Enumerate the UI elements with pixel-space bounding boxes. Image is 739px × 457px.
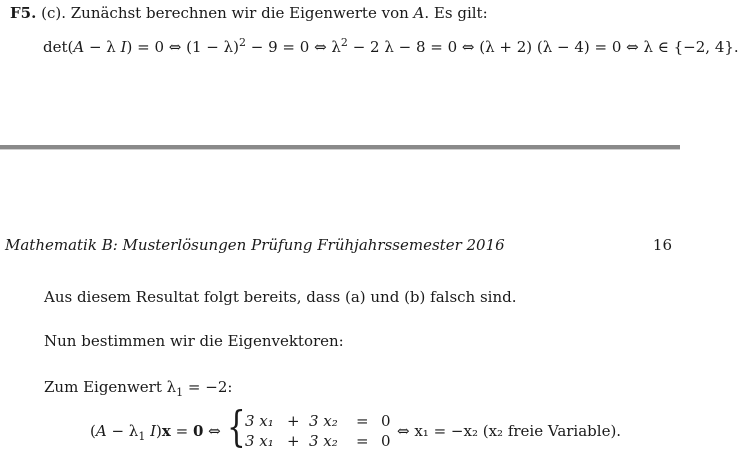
lhs-x: x bbox=[161, 422, 171, 440]
eigenvalue-label: Zum Eigenwert λ bbox=[44, 378, 177, 396]
det-I: I bbox=[120, 38, 127, 56]
lhs-minus: − λ bbox=[106, 422, 139, 440]
problem-text-b: . Es gilt: bbox=[424, 4, 488, 22]
lhs-I: I bbox=[145, 422, 157, 440]
matrix-symbol: A bbox=[413, 4, 425, 22]
det-open: det( bbox=[43, 38, 74, 56]
problem-text-a: Zunächst berechnen wir die Eigenwerte von bbox=[65, 4, 414, 22]
det-rest3: − 2 λ − 8 = 0 ⇔ (λ + 2) (λ − 4) = 0 ⇔ λ ∈ {−2, 4}. bbox=[347, 38, 739, 56]
problem-label: F5. bbox=[10, 4, 37, 22]
row2-op: + bbox=[287, 432, 300, 450]
eigenvalue-value: = −2: bbox=[183, 378, 233, 396]
row1-a: 3 x₁ bbox=[245, 412, 274, 430]
problem-part: (c). bbox=[41, 4, 66, 22]
det-rest: ) = 0 ⇔ (1 − λ) bbox=[126, 38, 239, 56]
row2-b: 3 x₂ bbox=[309, 432, 338, 450]
row2-eq: = bbox=[356, 432, 369, 450]
lhs-zero: 0 bbox=[192, 422, 204, 440]
exponent-2: 2 bbox=[239, 36, 246, 49]
characteristic-equation bbox=[43, 38, 739, 56]
lhs-iff: ⇔ bbox=[203, 422, 221, 440]
lhs-close: ) bbox=[156, 422, 162, 440]
det-rest2: − 9 = 0 ⇔ λ bbox=[246, 38, 341, 56]
row2-c: 0 bbox=[381, 432, 391, 450]
row1-eq: = bbox=[356, 412, 369, 430]
det-A: A bbox=[73, 38, 85, 56]
left-brace: { bbox=[227, 402, 246, 451]
exponent-2b: 2 bbox=[340, 36, 348, 49]
lhs-sub: 1 bbox=[138, 430, 146, 443]
problem-statement bbox=[10, 4, 488, 22]
lhs-eq: = bbox=[170, 422, 193, 440]
row1-op: + bbox=[287, 412, 300, 430]
page-number: 16 bbox=[652, 236, 672, 254]
lhs-open: ( bbox=[90, 422, 96, 440]
system-lhs bbox=[90, 422, 221, 443]
paragraph-eigenvectors: Nun bestimmen wir die Eigenvektoren: bbox=[44, 332, 344, 350]
paragraph-result: Aus diesem Resultat folgt bereits, dass (a) und (b) falsch sind. bbox=[44, 288, 517, 306]
paragraph-eigenvalue bbox=[44, 378, 233, 399]
page-separator-shadow bbox=[0, 149, 680, 150]
system-rhs: ⇔ x₁ = −x₂ (x₂ freie Variable). bbox=[397, 422, 622, 440]
lhs-A: A bbox=[95, 422, 107, 440]
row1-c: 0 bbox=[381, 412, 391, 430]
row1-b: 3 x₂ bbox=[309, 412, 338, 430]
running-header-title: Mathematik B: Musterlösungen Prüfung Frühjahrssemester 2016 bbox=[5, 236, 505, 254]
det-minus-lambda: − λ bbox=[84, 38, 121, 56]
eigenvalue-subscript: 1 bbox=[176, 386, 184, 399]
row2-a: 3 x₁ bbox=[245, 432, 274, 450]
